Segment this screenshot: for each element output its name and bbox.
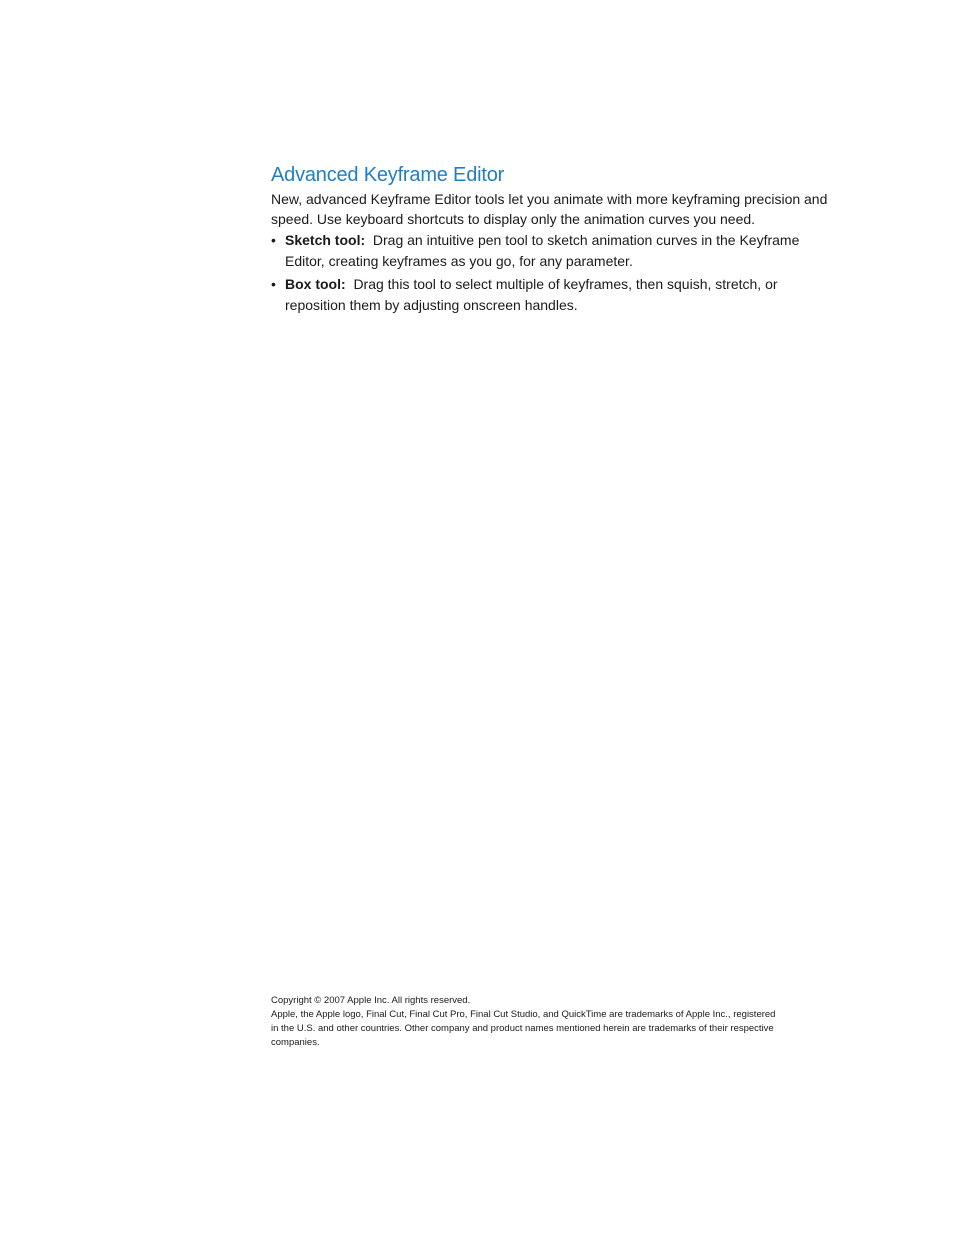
feature-list [271, 230, 831, 316]
bullet-marker: • [271, 276, 276, 292]
section-heading: Advanced Keyframe Editor [271, 164, 505, 186]
section-intro: New, advanced Keyframe Editor tools let you animate with more keyframing precision and speed. Use keyboard shortcuts to display only the animation curves you need. [271, 191, 828, 227]
list-item-text: Drag this tool to select multiple of keyframes, then squish, stretch, or reposition them by adjusting onscreen handles. [285, 276, 778, 313]
bullet-marker: • [271, 232, 276, 248]
list-item-term: Sketch tool: [285, 232, 366, 248]
trademark-notice: Apple, the Apple logo, Final Cut, Final Cut Pro, Final Cut Studio, and QuickTime are trademarks of Apple Inc., registered in the U.S. and other countries. Other company and product names mentioned herein are trademarks of their respective companies. [271, 1009, 776, 1048]
copyright-notice: Copyright © 2007 Apple Inc. All rights reserved. [271, 995, 471, 1006]
list-item-box-tool [271, 274, 831, 316]
list-item-text: Drag an intuitive pen tool to sketch animation curves in the Keyframe Editor, creating keyframes as you go, for any parameter. [285, 232, 800, 269]
feature-section [271, 162, 831, 316]
legal-footer [271, 994, 781, 1050]
list-item-sketch-tool [271, 230, 831, 272]
list-item-term: Box tool: [285, 276, 346, 292]
